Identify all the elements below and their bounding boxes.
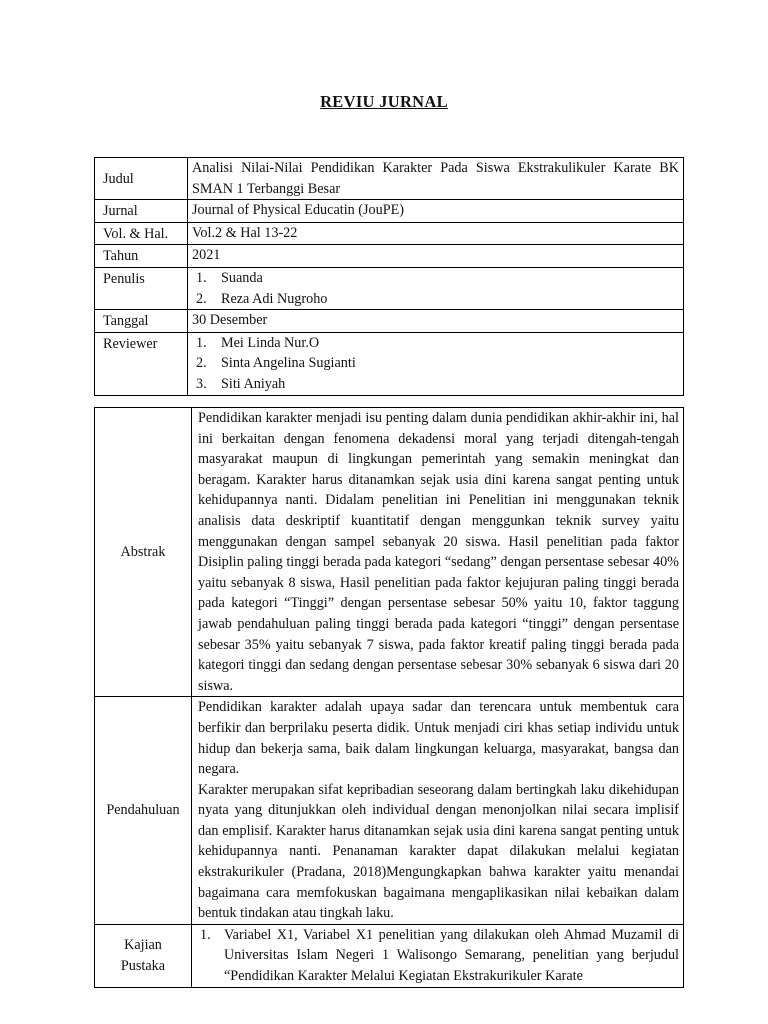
- value-tanggal: 30 Desember: [188, 310, 684, 333]
- value-reviewer: [188, 332, 684, 395]
- row-jurnal: [95, 200, 684, 223]
- label-reviewer: Reviewer: [95, 332, 188, 395]
- document-title: REVIU JURNAL: [320, 92, 448, 111]
- reviewer-list: [192, 333, 679, 395]
- label-judul: Judul: [95, 158, 188, 200]
- label-pendahuluan: Pendahuluan: [95, 697, 192, 925]
- label-kajian-pustaka: Kajian Pustaka: [95, 924, 192, 987]
- value-tahun: 2021: [188, 245, 684, 268]
- label-tanggal: Tanggal: [95, 310, 188, 333]
- value-vol: Vol.2 & Hal 13-22: [188, 222, 684, 245]
- reviewer-name: Mei Linda Nur.O: [221, 334, 320, 351]
- label-jurnal: Jurnal: [95, 200, 188, 223]
- row-abstrak: [95, 408, 684, 697]
- paragraph: Karakter merupakan sifat kepribadian seseorang dalam bertingkah laku dikehidupan nyata yang ditunjukkan oleh individual dengan menonjolkan nilai secara implisif dan emplisif. Karakter harus ditanamkan sejak usia dini karena sangat penting untuk kehidupannya nanti. Penanaman karakter dapat dilakukan melalui kegiatan ekstrakurikuler (Pradana, 2018)Mengungkapkan bahwa karakter yaitu menandai bagaimana cara memfokuskan bagaimana mengaplikasikan nilai kebaikan dalam bentuk tindakan atau tingkah laku.: [198, 781, 679, 922]
- value-jurnal: Journal of Physical Educatin (JouPE): [188, 200, 684, 223]
- list-item: 1. Suanda: [192, 268, 679, 289]
- review-content-table: [94, 407, 684, 988]
- list-item: 2. Sinta Angelina Sugianti: [192, 353, 679, 374]
- author-name: Reza Adi Nugroho: [221, 290, 328, 307]
- kajian-text: Variabel X1, Variabel X1 penelitian yang dilakukan oleh Ahmad Muzamil di Universitas Islam Negeri 1 Walisongo Semarang, penelitian yang berjudul “Pendidikan Karakter Melalui Kegiatan Ekstrakurikuler Karate: [224, 926, 679, 985]
- paragraph: Pendidikan karakter adalah upaya sadar dan terencara untuk membentuk cara berfikir dan berprilaku peserta didik. Untuk menjadi ciri khas setiap individu untuk hidup dan bekerja sama, baik dalam lingkungan keluarga, masyarakat, bangsa dan negara.: [198, 699, 679, 778]
- reviewer-name: Sinta Angelina Sugianti: [221, 355, 356, 372]
- row-pendahuluan: [95, 697, 684, 925]
- journal-info-table: [94, 157, 684, 396]
- label-vol: Vol. & Hal.: [95, 222, 188, 245]
- list-item: 2. Reza Adi Nugroho: [192, 289, 679, 310]
- author-name: Suanda: [221, 269, 263, 286]
- row-kajian-pustaka: [95, 924, 684, 987]
- author-list: [192, 268, 679, 309]
- kajian-clip: [198, 925, 679, 987]
- list-item: 1. Variabel X1, Variabel X1 penelitian yang dilakukan oleh Ahmad Muzamil di Universitas Islam Negeri 1 Walisongo Semarang, penelitian yang berjudul “Pendidikan Karakter Melalui Kegiatan Ekstrakurikuler Karate: [198, 925, 679, 987]
- label-tahun: Tahun: [95, 245, 188, 268]
- value-penulis: [188, 267, 684, 309]
- label-abstrak: Abstrak: [95, 408, 192, 697]
- value-pendahuluan: [192, 697, 684, 925]
- value-abstrak: Pendidikan karakter menjadi isu penting dalam dunia pendidikan akhir-akhir ini, hal ini berkaitan dengan fenomena dekadensi moral yang terjadi ditengah-tengah masyarakat maupun di lingkungan pemerintah yang semakin meningkat dan beragam. Karakter harus ditanamkan sejak usia dini karena sangat penting untuk kehidupannya nanti. Didalam penelitian ini Penelitian ini menggunakan teknik analisis data deskriptif kuantitatif dengan menggunkan teknik survey yaitu menggunakan dengan sampel sebanyak 20 siswa. Hasil penelitian pada faktor Disiplin paling tinggi berada pada kategori “sedang” dengan persentase sebesar 40% yaitu sebanyak 8 siswa, Hasil penelitian pada faktor kejujuran paling tinggi berada pada kategori “Tinggi” dengan persentase sebesar 50% yaitu 10, faktor taggung jawab pendahuluan paling tinggi berada pada kategori “tinggi” dengan persentase sebesar 35% yaitu sebanyak 7 siswa, pada faktor kreatif paling tinggi berada pada kategori tinggi dan sedang dengan persentase sebesar 30% sebanyak 6 siswa dari 20 siswa.: [192, 408, 684, 697]
- row-penulis: [95, 267, 684, 309]
- list-item: 1. Mei Linda Nur.O: [192, 333, 679, 354]
- label-penulis: Penulis: [95, 267, 188, 309]
- value-judul: Analisi Nilai-Nilai Pendidikan Karakter Pada Siswa Ekstrakulikuler Karate BK SMAN 1 Terbanggi Besar: [188, 158, 684, 200]
- row-reviewer: [95, 332, 684, 395]
- reviewer-name: Siti Aniyah: [221, 375, 286, 392]
- row-judul: [95, 158, 684, 200]
- row-vol: [95, 222, 684, 245]
- list-item: 3. Siti Aniyah: [192, 374, 679, 395]
- value-kajian-pustaka: [192, 924, 684, 987]
- row-tahun: [95, 245, 684, 268]
- row-tanggal: [95, 310, 684, 333]
